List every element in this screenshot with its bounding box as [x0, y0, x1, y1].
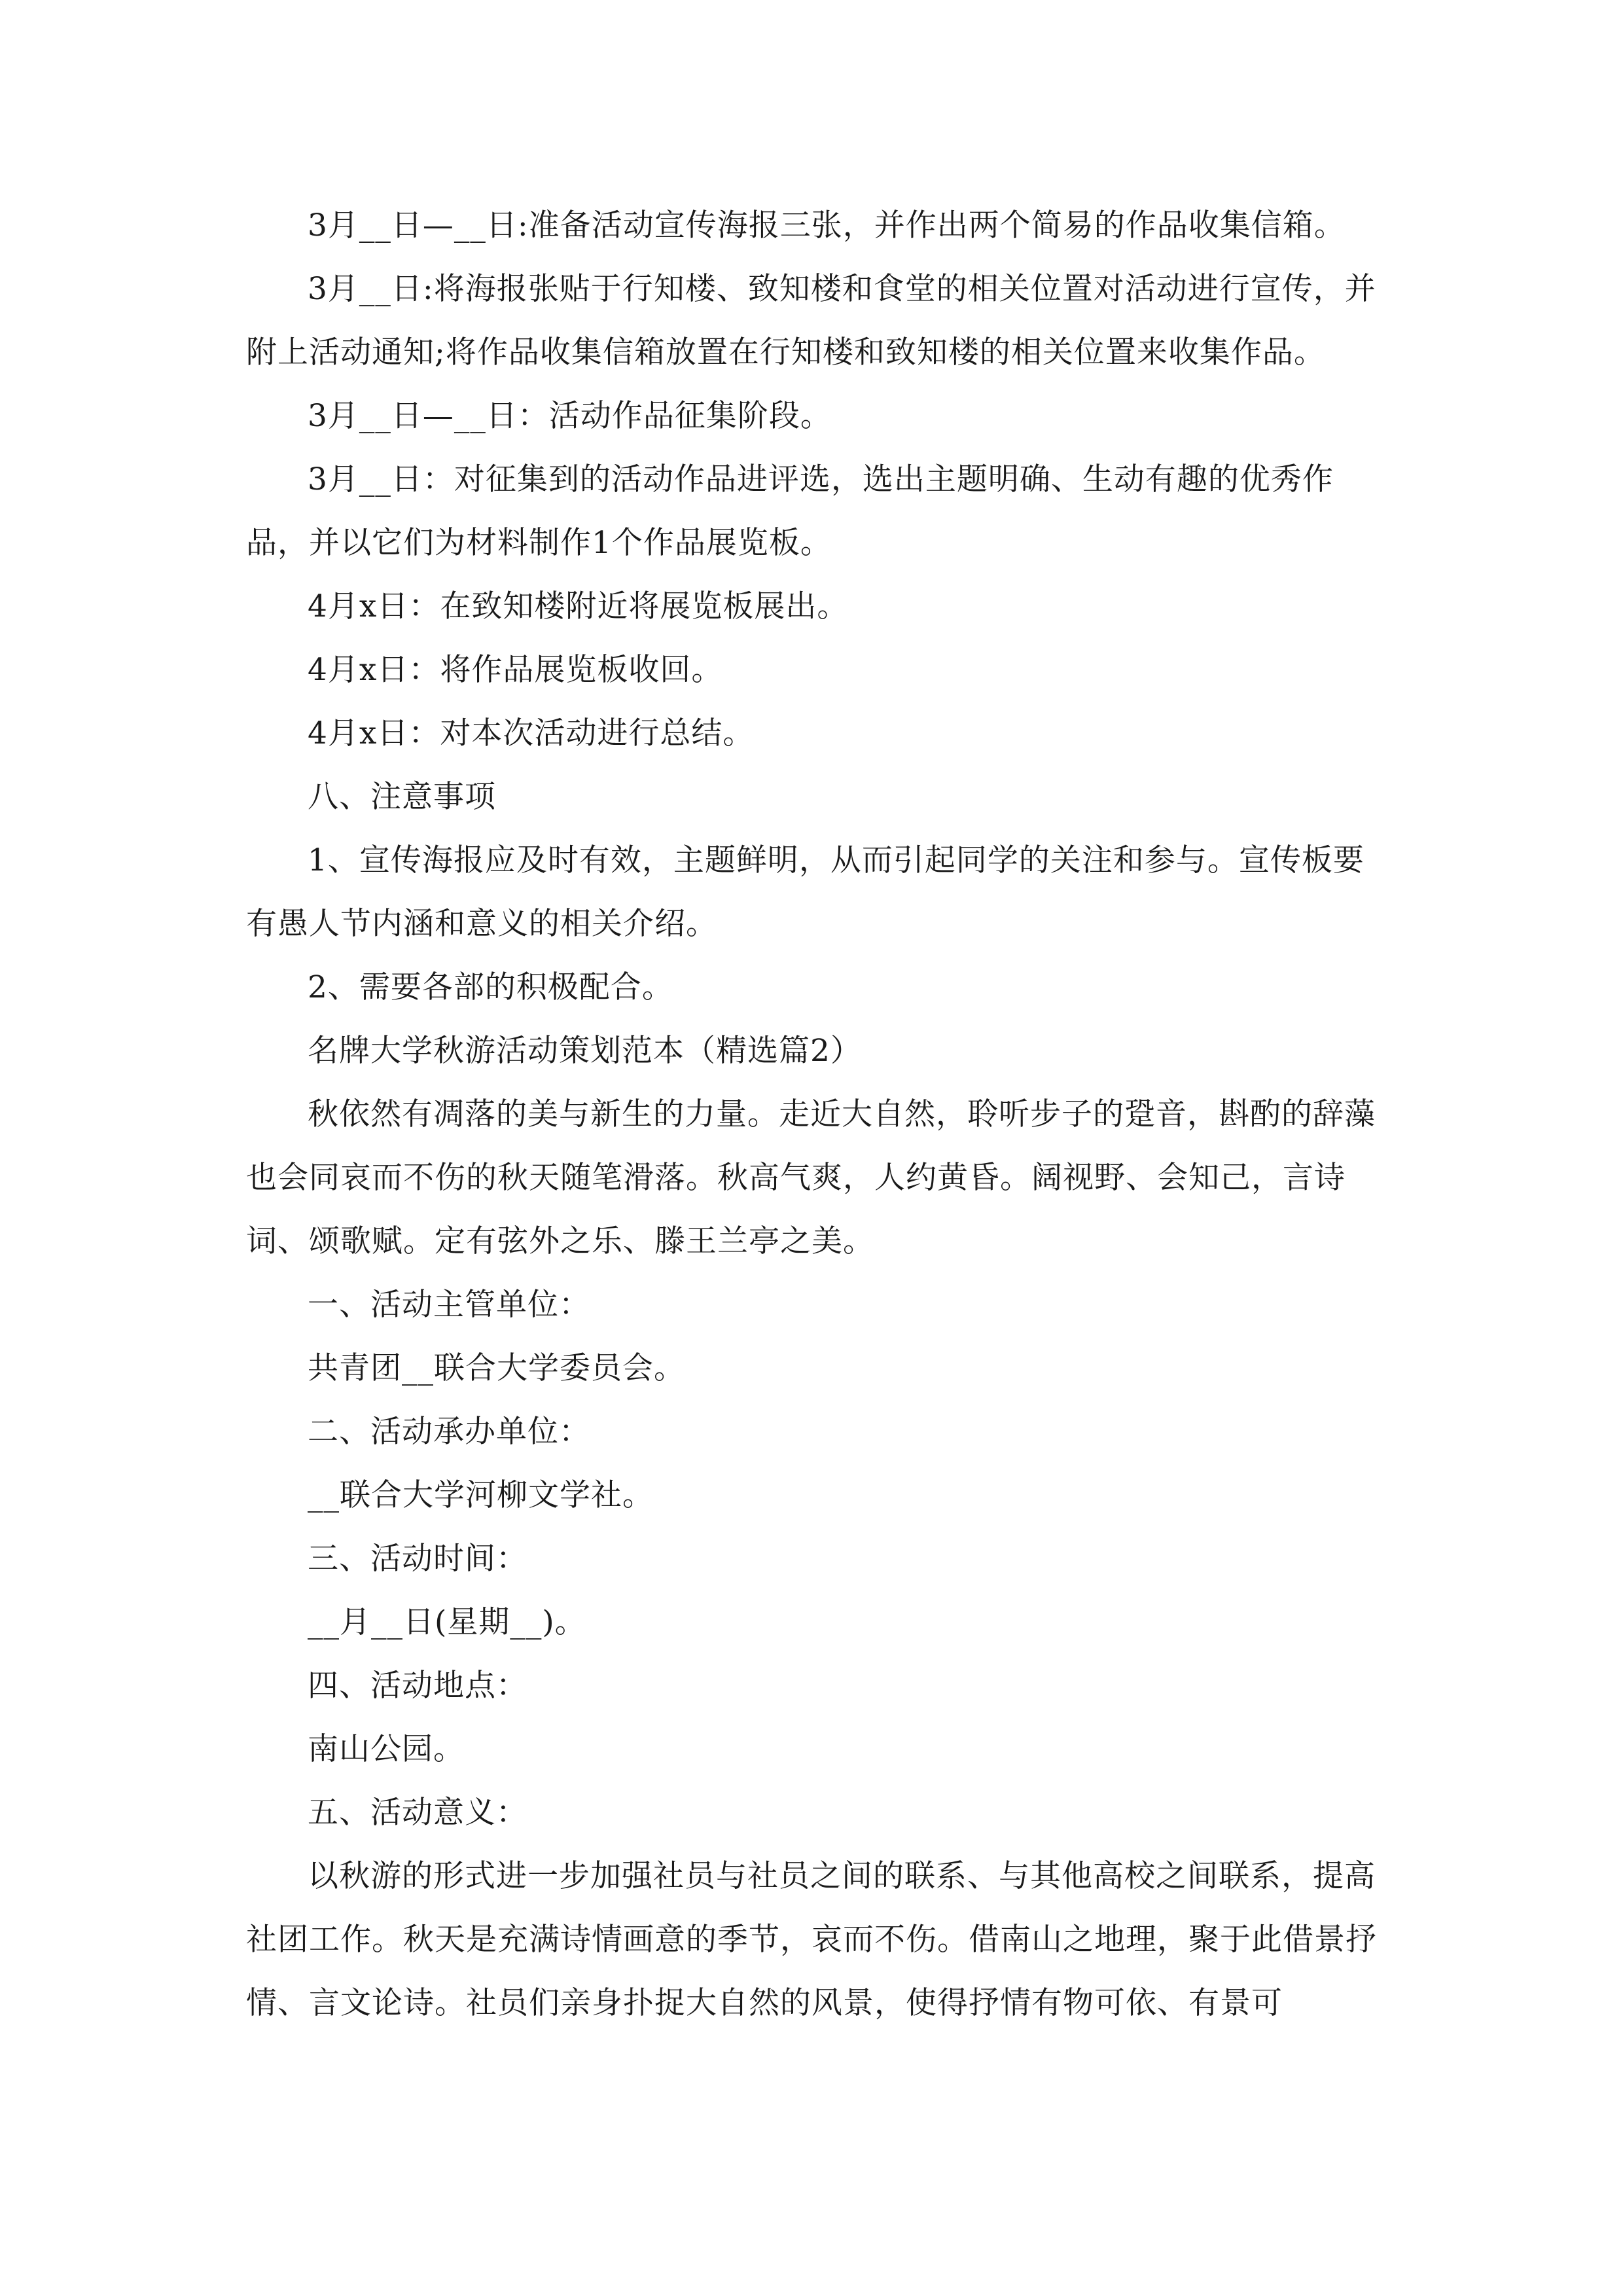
paragraph-schedule-poster-posting: 3月__日:将海报张贴于行知楼、致知楼和食堂的相关位置对活动进行宣传，并附上活动通知;将作品收集信箱放置在行知楼和致知楼的相关位置来收集作品。 — [246, 271, 1376, 370]
section-heading-host: 二、活动承办单位： — [308, 1414, 590, 1450]
paragraph-schedule-collection-stage: 3月__日—__日：活动作品征集阶段。 — [308, 398, 832, 434]
article-title: 名牌大学秋游活动策划范本（精选篇2） — [308, 1033, 862, 1069]
section-heading-significance: 五、活动意义： — [308, 1795, 527, 1831]
paragraph-location: 南山公园。 — [308, 1731, 465, 1767]
section-heading-notes: 八、注意事项 — [308, 779, 496, 815]
paragraph-time: __月__日(星期__)。 — [308, 1604, 586, 1640]
document-body — [246, 194, 1378, 2035]
paragraph-organizer: 共青团__联合大学委员会。 — [308, 1350, 685, 1386]
paragraph-schedule-poster-prep: 3月__日—__日:准备活动宣传海报三张，并作出两个简易的作品收集信箱。 — [308, 207, 1346, 243]
paragraph-note-1: 1、宣传海报应及时有效，主题鲜明，从而引起同学的关注和参与。宣传板要有愚人节内涵和意义的相关介绍。 — [246, 842, 1364, 942]
paragraph-schedule-judging: 3月__日：对征集到的活动作品进评选，选出主题明确、生动有趣的优秀作品，并以它们为材料制作1个作品展览板。 — [246, 461, 1334, 561]
paragraph-note-2: 2、需要各部的积极配合。 — [308, 969, 673, 1005]
paragraph-significance: 以秋游的形式进一步加强社员与社员之间的联系、与其他高校之间联系，提高社团工作。秋天是充满诗情画意的季节，哀而不伤。借南山之地理，聚于此借景抒情、言文论诗。社员们亲身扑捉大自然的风景，使得抒情有物可依、有景可 — [246, 1858, 1377, 2021]
section-heading-time: 三、活动时间： — [308, 1541, 527, 1577]
section-heading-location: 四、活动地点： — [308, 1668, 527, 1704]
paragraph-schedule-retrieval: 4月x日：将作品展览板收回。 — [308, 652, 723, 688]
paragraph-host: __联合大学河柳文学社。 — [308, 1477, 654, 1513]
paragraph-schedule-summary: 4月x日：对本次活动进行总结。 — [308, 715, 755, 751]
paragraph-schedule-exhibition: 4月x日：在致知楼附近将展览板展出。 — [308, 588, 849, 624]
paragraph-intro: 秋依然有凋落的美与新生的力量。走近大自然，聆听步子的跫音，斟酌的辞藻也会同哀而不伤的秋天随笔滑落。秋高气爽，人约黄昏。阔视野、会知己，言诗词、颂歌赋。定有弦外之乐、滕王兰亭之美。 — [246, 1096, 1376, 1259]
section-heading-organizer: 一、活动主管单位： — [308, 1287, 590, 1323]
